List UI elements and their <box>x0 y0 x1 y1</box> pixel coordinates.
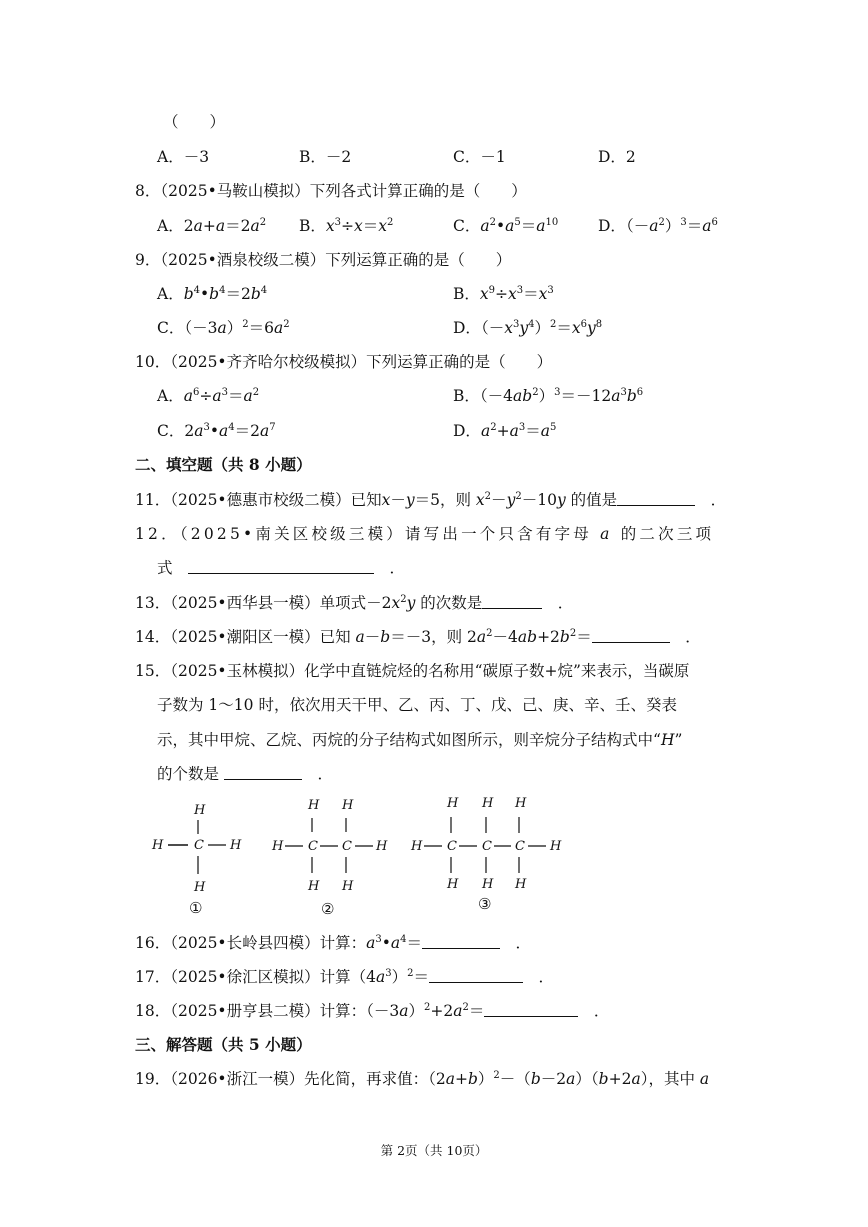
q9-option-c: C．$(-3a)^2=6a^2$ <box>157 319 290 337</box>
q14-answer-blank[interactable] <box>592 627 670 643</box>
q7-option-d: D．2 <box>598 148 636 166</box>
q8-number: 8． <box>135 182 161 200</box>
svg-text:C: C <box>482 839 492 854</box>
q13-answer-blank[interactable] <box>482 593 542 609</box>
svg-text:H: H <box>152 838 164 853</box>
q14-stem: 14．（2025•潮阳区一模）已知 a－b＝－3，则 $2a^2-4ab+2b^2=$ ． <box>135 628 701 646</box>
q8-option-c: C．$a^2•a^5=a^{10}$ <box>453 217 559 235</box>
q16-source: （2025•长岭县四模） <box>170 934 320 952</box>
svg-text:H: H <box>230 838 242 853</box>
figure-label-2: ② <box>321 900 335 918</box>
q10-source: （2025•齐齐哈尔校级模拟） <box>170 353 367 371</box>
q15-source: （2025•玉林模拟） <box>170 662 305 680</box>
q10-option-b: B．$(-4ab^2)^3=-12a^3b^6$ <box>453 387 644 405</box>
svg-text:H: H <box>482 877 494 892</box>
q11-answer-blank[interactable] <box>617 490 695 506</box>
svg-text:H: H <box>447 877 459 892</box>
svg-text:H: H <box>515 796 527 811</box>
q7-option-b: B．－2 <box>299 148 352 166</box>
q15-answer-blank[interactable] <box>224 764 302 780</box>
q17-source: （2025•徐汇区模拟） <box>170 968 320 986</box>
q15-stem-line2: 子数为 1～10 时，依次用天干甲、乙、丙、丁、戊、己、庚、辛、壬、癸表 <box>157 696 677 714</box>
svg-text:H: H <box>550 839 562 854</box>
q8-option-b: B．$x^3\div x=x^2$ <box>299 217 394 235</box>
section-fill-in-blank-heading: 二、填空题（共 8 小题） <box>135 455 312 474</box>
q8-question: 下列各式计算正确的是（ ） <box>309 182 527 200</box>
svg-text:C: C <box>308 839 318 854</box>
q12-stem-line2: 式 ． <box>157 559 406 577</box>
svg-text:H: H <box>342 798 354 813</box>
q7-option-a: A．－3 <box>157 148 210 166</box>
q12-source: （2025•南关区校级三模） <box>179 525 405 543</box>
q15-stem-line3: 示，其中甲烷、乙烷、丙烷的分子结构式如图所示，则辛烷分子结构式中“H” <box>157 731 683 749</box>
q9-source: （2025•酒泉校级二模） <box>160 251 326 269</box>
q8-option-d: D．$(-a^2)^3=a^6$ <box>598 217 718 235</box>
q16-answer-blank[interactable] <box>422 933 500 949</box>
q16-stem: 16．（2025•长岭县四模）计算：$a^3•a^4=$ ． <box>135 934 532 952</box>
svg-text:H: H <box>447 796 459 811</box>
figure-label-3: ③ <box>478 895 492 913</box>
q9-question: 下列运算正确的是（ ） <box>325 251 512 269</box>
q17-stem: 17．（2025•徐汇区模拟）计算$(4a^3)^2=$ ． <box>135 968 554 986</box>
q10-option-d: D．$a^2+a^3=a^5$ <box>453 422 557 440</box>
q9-stem <box>135 250 511 270</box>
q9-number: 9． <box>135 251 161 269</box>
svg-text:H: H <box>342 879 354 894</box>
svg-text:H: H <box>194 880 206 895</box>
figure-label-1: ① <box>189 899 203 917</box>
q10-question: 下列运算正确的是（ ） <box>366 353 553 371</box>
q9-option-d: D．$(-x^3y^4)^2=x^6y^8$ <box>453 319 603 337</box>
ethane-structure <box>271 798 388 894</box>
svg-text:C: C <box>194 838 204 853</box>
q10-stem <box>135 352 552 372</box>
q8-option-a: A．$2a+a=2a^2$ <box>157 217 267 235</box>
svg-text:C: C <box>342 839 352 854</box>
q14-source: （2025•潮阳区一模） <box>170 628 320 646</box>
q8-source: （2025•马鞍山模拟） <box>160 182 310 200</box>
alkane-structure-figure <box>145 792 585 922</box>
section-solution-heading: 三、解答题（共 5 小题） <box>135 1035 312 1054</box>
svg-text:H: H <box>482 796 494 811</box>
q7-option-c: C．－1 <box>453 148 506 166</box>
atom-h: H <box>194 803 206 818</box>
q12-answer-blank[interactable] <box>188 558 374 574</box>
propane-structure <box>410 796 562 892</box>
q13-source: （2025•西华县一模） <box>170 594 320 612</box>
svg-text:C: C <box>515 839 525 854</box>
svg-text:H: H <box>515 877 527 892</box>
q9-option-b: B．$x^9\div x^3=x^3$ <box>453 285 554 303</box>
q13-stem: 13．（2025•西华县一模）单项式$-2x^2y$ 的次数是 ． <box>135 594 574 612</box>
q11-stem: 11．（2025•德惠市校级二模）已知x－y＝5，则 $x^2-y^2-10y$ 的值是 ． <box>135 491 727 509</box>
q10-option-c: C．$2a^3•a^4=2a^7$ <box>157 422 276 440</box>
q15-stem-line1: 15．（2025•玉林模拟）化学中直链烷烃的名称用“碳原子数+烷”来表示，当碳原 <box>135 662 690 680</box>
page-footer: 第 2页（共 10页） <box>380 1143 488 1158</box>
q8-stem <box>135 181 527 201</box>
q18-answer-blank[interactable] <box>484 1001 578 1017</box>
q19-source: （2026•浙江一模） <box>170 1070 305 1088</box>
svg-text:H: H <box>308 798 320 813</box>
svg-text:H: H <box>272 839 284 854</box>
svg-text:H: H <box>376 839 388 854</box>
q15-stem-line4: 的个数是 ． <box>157 765 333 783</box>
q17-answer-blank[interactable] <box>429 967 523 983</box>
q18-stem: 18．（2025•册亨县二模）计算：$(-3a)^2+2a^2=$ ． <box>135 1002 610 1020</box>
q9-option-a: A．$b^4•b^4=2b^4$ <box>157 285 268 303</box>
svg-text:H: H <box>308 879 320 894</box>
q11-source: （2025•德惠市校级二模） <box>170 491 351 509</box>
q10-option-a: A．$a^6\div a^3=a^2$ <box>157 387 260 405</box>
methane-structure <box>151 803 242 895</box>
q10-number: 10． <box>135 353 171 371</box>
q7-answer-paren: （ ） <box>163 113 226 131</box>
svg-text:C: C <box>447 839 457 854</box>
svg-text:H: H <box>411 839 423 854</box>
q19-stem: 19．（2026•浙江一模）先化简，再求值：$(2a+b)^2-(b-2a)(b+2a)$，其中 a <box>135 1070 710 1088</box>
q12-stem: 12．（2025•南关区校级三模）请写出一个只含有字母 a 的二次三项 <box>135 525 715 543</box>
q18-source: （2025•册亨县二模） <box>170 1002 320 1020</box>
